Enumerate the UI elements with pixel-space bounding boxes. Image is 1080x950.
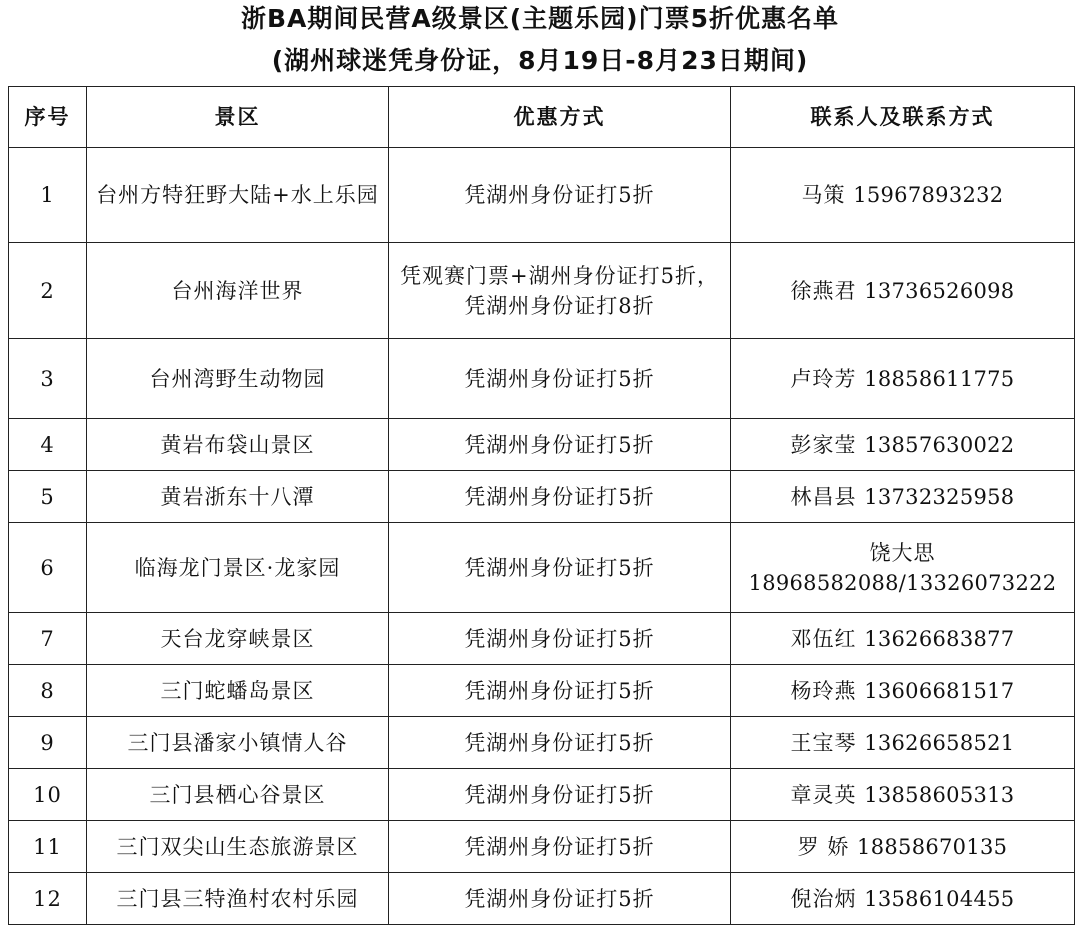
contact-phone: 13857630022 — [864, 432, 1015, 457]
row-discount: 凭湖州身份证打5折 — [389, 419, 731, 471]
row-discount: 凭湖州身份证打5折 — [389, 665, 731, 717]
table-row — [9, 873, 1075, 925]
contact-phone: 13606681517 — [864, 678, 1015, 703]
table-row — [9, 419, 1075, 471]
row-scenic: 临海龙门景区·龙家园 — [87, 523, 389, 613]
contact-phone: 18968582088/13326073222 — [748, 570, 1057, 595]
row-seq: 11 — [9, 821, 87, 873]
row-discount: 凭湖州身份证打5折 — [389, 523, 731, 613]
row-discount: 凭湖州身份证打5折 — [389, 613, 731, 665]
row-contact — [731, 471, 1075, 523]
row-seq: 3 — [9, 339, 87, 419]
row-scenic: 三门蛇蟠岛景区 — [87, 665, 389, 717]
contact-phone: 18858611775 — [864, 366, 1015, 391]
row-scenic: 三门双尖山生态旅游景区 — [87, 821, 389, 873]
row-scenic: 黄岩布袋山景区 — [87, 419, 389, 471]
row-contact — [731, 769, 1075, 821]
contact-name: 章灵英 — [790, 782, 857, 807]
contact-phone: 13858605313 — [864, 782, 1015, 807]
table-row — [9, 665, 1075, 717]
header-discount: 优惠方式 — [389, 87, 731, 148]
contact-phone: 18858670135 — [857, 834, 1008, 859]
row-seq: 2 — [9, 243, 87, 339]
row-scenic: 三门县栖心谷景区 — [87, 769, 389, 821]
row-discount: 凭湖州身份证打5折 — [389, 148, 731, 243]
contact-name: 杨玲燕 — [790, 678, 857, 703]
row-discount: 凭湖州身份证打5折 — [389, 471, 731, 523]
row-seq: 6 — [9, 523, 87, 613]
contact-phone: 13626683877 — [864, 626, 1015, 651]
row-contact — [731, 243, 1075, 339]
contact-name: 徐燕君 — [790, 278, 857, 303]
row-scenic: 台州海洋世界 — [87, 243, 389, 339]
row-seq: 12 — [9, 873, 87, 925]
contact-name: 王宝琴 — [790, 730, 857, 755]
row-contact — [731, 873, 1075, 925]
row-seq: 8 — [9, 665, 87, 717]
header-contact: 联系人及联系方式 — [731, 87, 1075, 148]
row-discount: 凭湖州身份证打5折 — [389, 821, 731, 873]
row-discount: 凭湖州身份证打5折 — [389, 873, 731, 925]
row-scenic: 台州湾野生动物园 — [87, 339, 389, 419]
row-scenic: 三门县潘家小镇情人谷 — [87, 717, 389, 769]
row-contact — [731, 339, 1075, 419]
table-row — [9, 339, 1075, 419]
contact-name: 罗 娇 — [797, 834, 850, 859]
contact-name: 倪治炳 — [790, 886, 857, 911]
row-scenic: 三门县三特渔村农村乐园 — [87, 873, 389, 925]
contact-name: 林昌县 — [790, 484, 857, 509]
row-contact — [731, 717, 1075, 769]
row-scenic: 黄岩浙东十八潭 — [87, 471, 389, 523]
row-seq: 9 — [9, 717, 87, 769]
row-discount: 凭湖州身份证打5折 — [389, 769, 731, 821]
row-seq: 4 — [9, 419, 87, 471]
row-contact — [731, 419, 1075, 471]
table-row — [9, 821, 1075, 873]
header-seq: 序号 — [9, 87, 87, 148]
contact-phone: 15967893232 — [853, 183, 1004, 207]
header-scenic: 景区 — [87, 87, 389, 148]
row-seq: 10 — [9, 769, 87, 821]
contact-phone: 13736526098 — [864, 278, 1015, 303]
row-seq: 7 — [9, 613, 87, 665]
table-row — [9, 769, 1075, 821]
row-contact — [731, 148, 1075, 243]
table-row — [9, 613, 1075, 665]
row-seq: 5 — [9, 471, 87, 523]
table-row — [9, 243, 1075, 339]
row-contact — [731, 523, 1075, 613]
table-row — [9, 717, 1075, 769]
table-row — [9, 523, 1075, 613]
row-scenic: 台州方特狂野大陆+水上乐园 — [87, 148, 389, 243]
document-subtitle: (湖州球迷凭身份证，8月19日-8月23日期间) — [271, 46, 809, 75]
contact-name: 彭家莹 — [790, 432, 857, 457]
row-contact — [731, 665, 1075, 717]
contact-name: 马策 — [801, 183, 846, 207]
row-contact — [731, 613, 1075, 665]
contact-name: 邓伍红 — [790, 626, 857, 651]
contact-name: 卢玲芳 — [790, 366, 857, 391]
row-scenic: 天台龙穿峡景区 — [87, 613, 389, 665]
contact-phone: 13626658521 — [864, 730, 1015, 755]
row-contact — [731, 821, 1075, 873]
document-title: 浙BA期间民营A级景区(主题乐园)门票5折优惠名单 — [241, 4, 839, 33]
contact-phone: 13586104455 — [864, 886, 1015, 911]
row-discount: 凭湖州身份证打5折 — [389, 717, 731, 769]
row-seq: 1 — [9, 148, 87, 243]
contact-phone: 13732325958 — [864, 484, 1015, 509]
table-row — [9, 148, 1075, 243]
row-discount: 凭观赛门票+湖州身份证打5折，凭湖州身份证打8折 — [389, 243, 731, 339]
row-discount: 凭湖州身份证打5折 — [389, 339, 731, 419]
discount-table — [8, 86, 1075, 925]
contact-name: 饶大思 — [869, 540, 936, 565]
table-row — [9, 471, 1075, 523]
table-header-row — [9, 87, 1075, 148]
